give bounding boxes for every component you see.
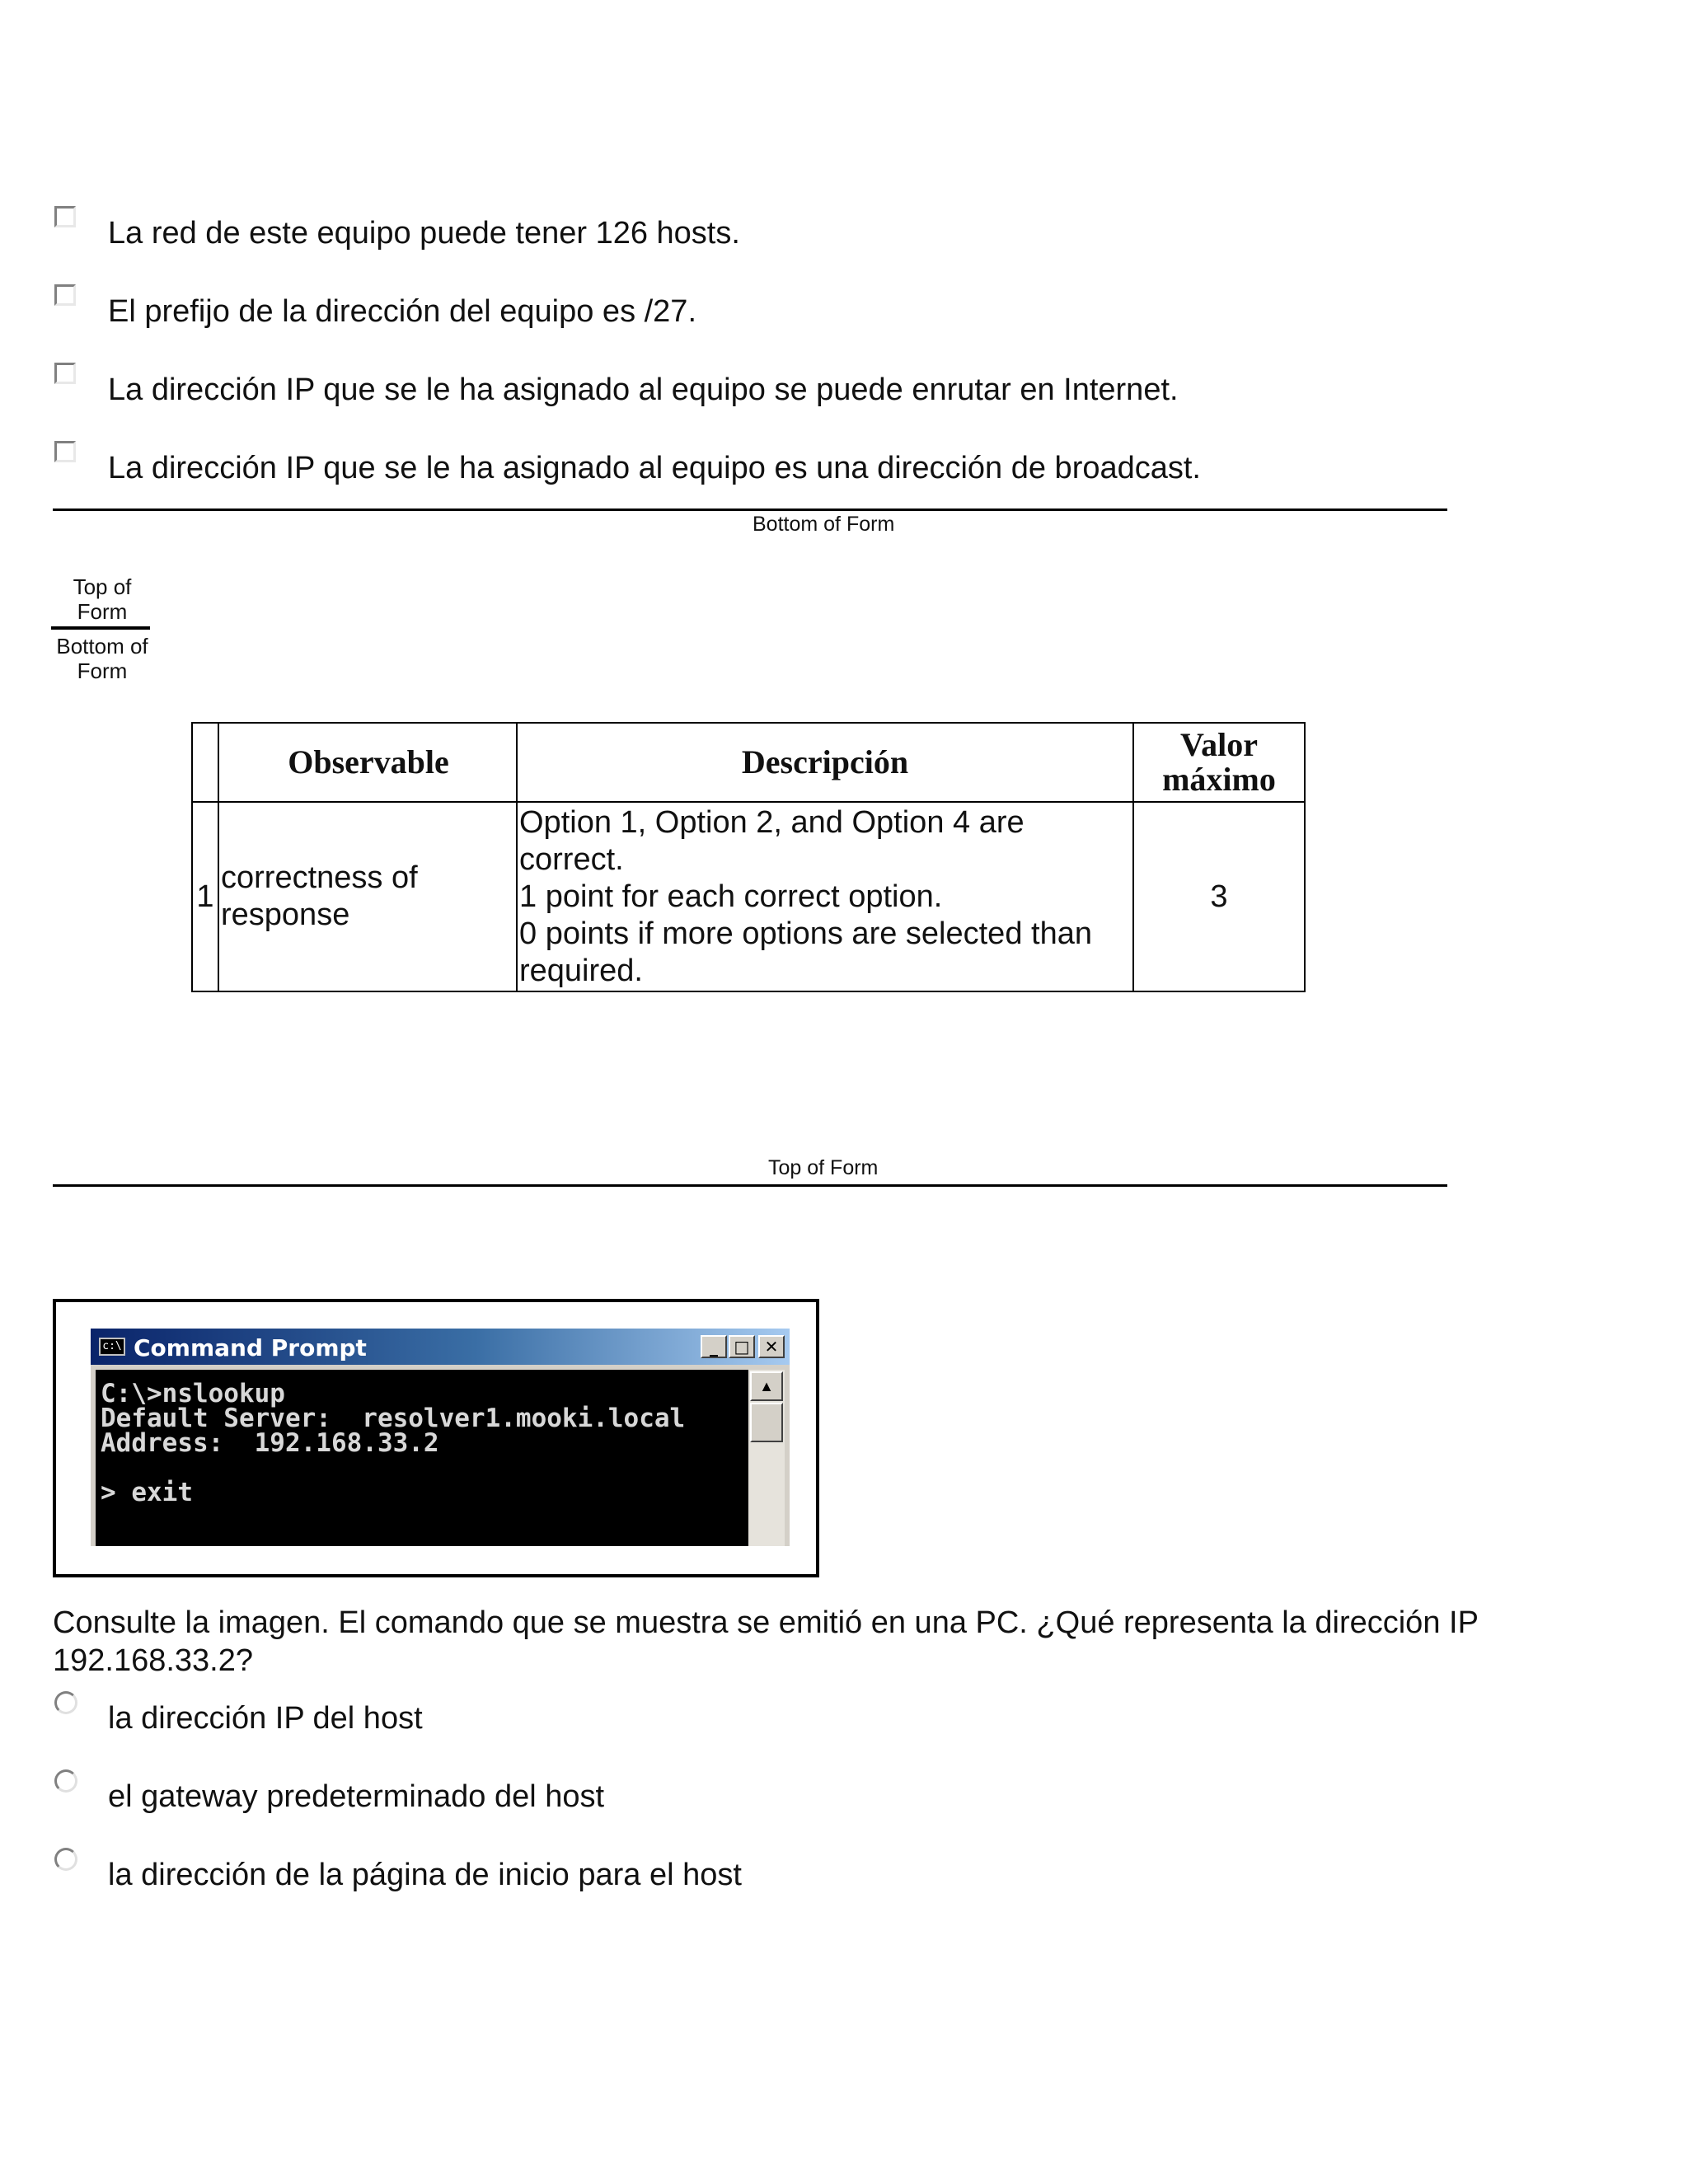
form-divider bbox=[53, 509, 1447, 511]
checkbox[interactable] bbox=[54, 284, 76, 306]
console-line: C:\>nslookup bbox=[101, 1379, 285, 1408]
header-observable: Observable bbox=[218, 723, 517, 802]
option-label: La red de este equipo puede tener 126 hosts. bbox=[108, 216, 740, 251]
radio-button[interactable] bbox=[54, 1769, 77, 1793]
checkbox[interactable] bbox=[54, 441, 76, 462]
option-label: La dirección IP que se le ha asignado al equipo se puede enrutar en Internet. bbox=[108, 373, 1179, 407]
mini-bottom-line1: Bottom of bbox=[56, 634, 148, 658]
console-line: > exit bbox=[101, 1478, 193, 1507]
header-valor-line2: máximo bbox=[1162, 761, 1276, 798]
mini-top-of-form bbox=[46, 574, 158, 624]
mini-bottom-of-form bbox=[46, 634, 158, 683]
maximize-icon: □ bbox=[729, 1335, 755, 1358]
command-prompt-window bbox=[91, 1329, 790, 1546]
radio-button[interactable] bbox=[54, 1848, 77, 1871]
bottom-of-form-label: Bottom of Form bbox=[753, 513, 895, 536]
rubric-table bbox=[191, 722, 1306, 992]
header-descripcion: Descripción bbox=[517, 723, 1133, 802]
console-line: Default Server: resolver1.mooki.local bbox=[101, 1404, 686, 1433]
table-header-row bbox=[192, 723, 1305, 802]
answer-label: el gateway predeterminado del host bbox=[108, 1779, 605, 1814]
desc-line: 1 point for each correct option. bbox=[519, 879, 943, 914]
option-label: La dirección IP que se le ha asignado al equipo es una dirección de broadcast. bbox=[108, 451, 1201, 485]
header-valor-line1: Valor bbox=[1179, 726, 1259, 763]
console-icon: c:\ bbox=[99, 1338, 125, 1356]
console-output bbox=[96, 1370, 748, 1546]
radio-button[interactable] bbox=[54, 1691, 77, 1714]
cell-observable: correctness of response bbox=[218, 802, 517, 991]
close-icon: ✕ bbox=[758, 1335, 785, 1358]
desc-line: 0 points if more options are selected than required. bbox=[519, 916, 1092, 988]
table-row bbox=[192, 802, 1305, 991]
scroll-up-icon: ▲ bbox=[750, 1371, 783, 1401]
scrollbar bbox=[748, 1370, 785, 1546]
title-bar bbox=[91, 1329, 790, 1365]
mini-bottom-line2: Form bbox=[77, 658, 128, 683]
form-divider bbox=[53, 1184, 1447, 1187]
desc-line: Option 1, Option 2, and Option 4 are correct. bbox=[519, 804, 1025, 877]
checkbox[interactable] bbox=[54, 206, 76, 227]
answer-label: la dirección de la página de inicio para el host bbox=[108, 1858, 742, 1892]
mini-top-line1: Top of bbox=[73, 574, 132, 599]
cell-valor: 3 bbox=[1133, 802, 1305, 991]
mini-form-divider bbox=[51, 626, 150, 630]
cell-num: 1 bbox=[192, 802, 218, 991]
checkbox[interactable] bbox=[54, 363, 76, 384]
console-line: Address: 192.168.33.2 bbox=[101, 1428, 439, 1458]
top-of-form-label: Top of Form bbox=[768, 1156, 879, 1179]
exhibit-image bbox=[53, 1299, 819, 1577]
header-num bbox=[192, 723, 218, 802]
window-title: Command Prompt bbox=[134, 1334, 367, 1361]
option-label: El prefijo de la dirección del equipo es /27. bbox=[108, 294, 697, 329]
scroll-thumb bbox=[750, 1403, 783, 1442]
mini-top-line2: Form bbox=[77, 599, 128, 624]
answer-label: la dirección IP del host bbox=[108, 1701, 423, 1736]
question-text: Consulte la imagen. El comando que se muestra se emitió en una PC. ¿Qué representa la dirección IP 192.168.33.2? bbox=[53, 1605, 1479, 1678]
header-valor-maximo bbox=[1133, 723, 1305, 802]
minimize-icon: _ bbox=[701, 1335, 727, 1358]
cell-descripcion bbox=[517, 802, 1133, 991]
